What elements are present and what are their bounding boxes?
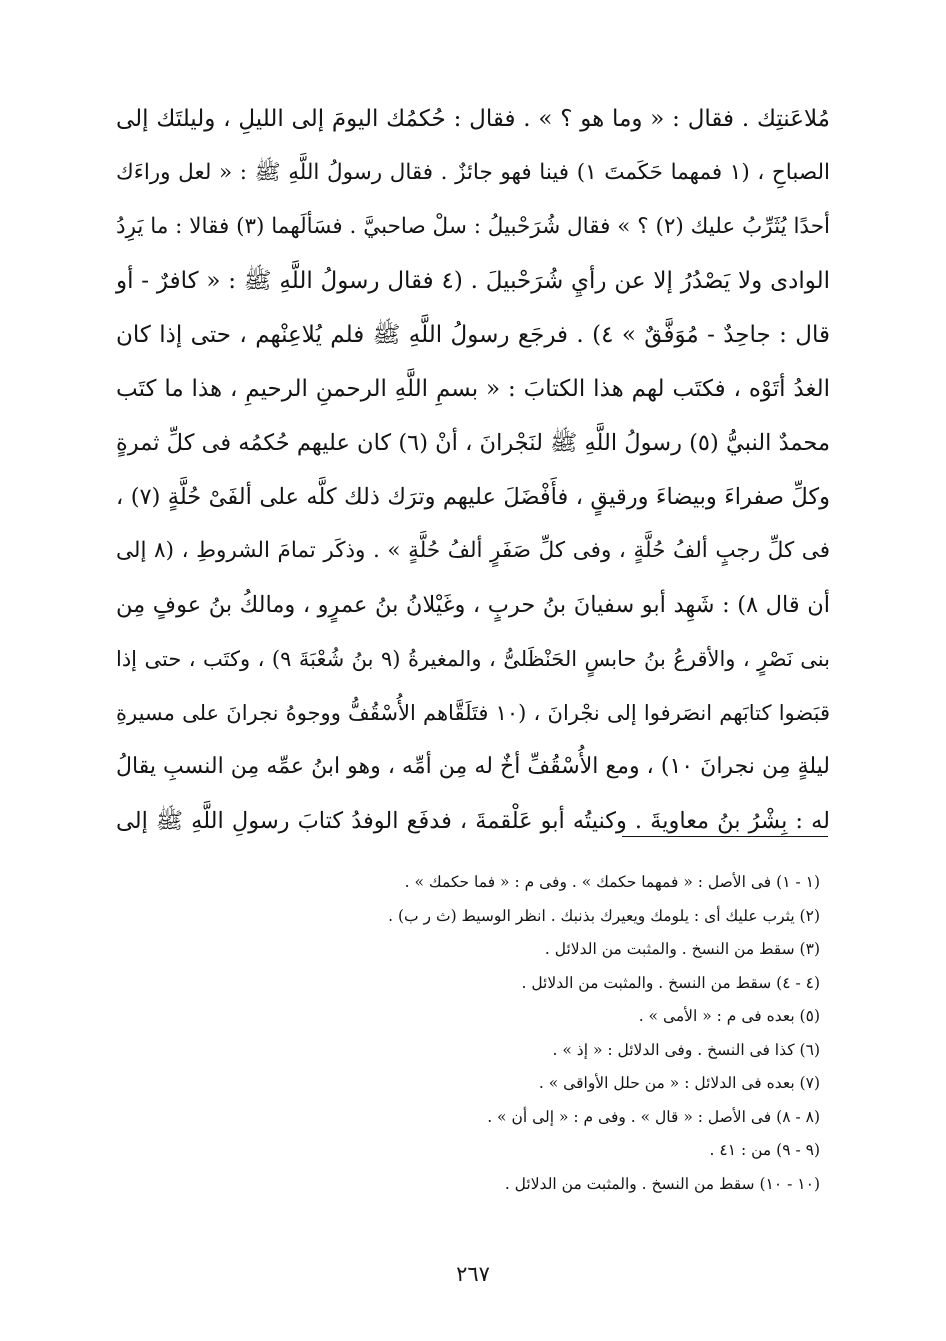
text-line: قال : جاحِدٌ - مُوَفَّقٌ » ٤) . فرجَع رسولُ اللَّهِ ﷺ فلم يُلاعِنْهم ، حتى إذا كان bbox=[116, 322, 830, 348]
page-number: ٢٦٧ bbox=[456, 1262, 490, 1286]
text-line: الغدُ أتَوْه ، فكتَب لهم هذا الكتابَ : « بسمِ اللَّهِ الرحمنِ الرحيمِ ، هذا ما كتَب bbox=[116, 376, 830, 402]
footnotes bbox=[300, 866, 820, 1201]
footnote: (٥) بعده فى م : « الأمى » . bbox=[638, 1007, 820, 1025]
footnote: (١ - ١) فى الأصل : « فمهما حكمك » . وفى م : « فما حكمك » . bbox=[404, 873, 820, 891]
footnote: (٤ - ٤) سقط من النسخ . والمثبت من الدلائل . bbox=[521, 973, 820, 992]
footnote: (٧) بعده فى الدلائل : « من حلل الأواقى » . bbox=[538, 1074, 820, 1092]
footnote: (٦) كذا فى النسخ . وفى الدلائل : « إذ » . bbox=[552, 1040, 820, 1059]
text-line: فى كلِّ رجبٍ ألفُ حُلَّةٍ ، وفى كلِّ صَفَرٍ ألفُ حُلَّةٍ » . وذكَر تمامَ الشروطِ ، (٨ إلى bbox=[116, 538, 830, 563]
text-line: أن قال ٨) : شَهِد أبو سفيانَ بنُ حربٍ ، وغَيْلانُ بنُ عمرٍو ، ومالكُ بنُ عوفٍ مِن bbox=[116, 592, 830, 618]
text-line: محمدٌ النبيُّ (٥) رسولُ اللَّهِ ﷺ لنَجْرانَ ، أنْ (٦) كان عليهم حُكمُه فى كلِّ ثمرةٍ bbox=[116, 430, 830, 456]
text-line: الصباحِ ، (١ فمهما حَكَمتَ ١) فينا فهو جائزٌ . فقال رسولُ اللَّهِ ﷺ : « لعل وراءَك bbox=[116, 160, 830, 185]
footnote: (٨ - ٨) فى الأصل : « قال » . وفى م : « إلى أن » . bbox=[487, 1107, 820, 1126]
text-line: أحدًا يُثَرِّبُ عليك (٢) ؟ » فقال شُرَحْبيلُ : سلْ صاحبيَّ . فسَألَهما (٣) فقالا : ما يَرِدُ bbox=[116, 214, 830, 239]
text-line: مُلاعَنتِك . فقال : « وما هو ؟ » . فقال : حُكمُك اليومَ إلى الليلِ ، وليلتَك إلى bbox=[116, 106, 830, 132]
footnote: (٣) سقط من النسخ . والمثبت من الدلائل . bbox=[544, 940, 820, 958]
text-line: وكلِّ صفراءَ وبيضاءَ ورقيقٍ ، فأَفْضَلَ عليهم وترَك ذلك كلَّه على ألفَىْ حُلَّةٍ (٧) ، bbox=[116, 484, 830, 510]
footnote: (٩ - ٩) من : ٤١ . bbox=[709, 1141, 820, 1159]
main-text bbox=[116, 92, 830, 848]
text-line: بنى نَصْرٍ ، والأقرعُ بنُ حابسٍ الحَنْظَلىُّ ، والمغيرةُ (٩ بنُ شُعْبَةَ ٩) ، وكتَب ، حتى إذا bbox=[116, 647, 830, 671]
footnote: (١٠ - ١٠) سقط من النسخ . والمثبت من الدلائل . bbox=[504, 1174, 820, 1193]
footnote: (٢) يثرب عليك أى : يلومك ويعيرك بذنبك . انظر الوسيط (ث ر ب) . bbox=[388, 906, 820, 925]
footnote-separator bbox=[622, 836, 828, 837]
text-line: له : بِشْرُ بنُ معاويةَ . وكنيتُه أبو عَلْقمةَ ، فدفَع الوفدُ كتابَ رسولِ اللَّهِ ﷺ إلى bbox=[116, 808, 830, 834]
text-line: الوادى ولا يَصْدُرُ إلا عن رأيِ شُرَحْبيلَ . (٤ فقال رسولُ اللَّهِ ﷺ : « كافرٌ - أو bbox=[116, 268, 830, 294]
text-line: قبَضوا كتابَهم انصَرفوا إلى نجْرانَ ، (١٠ فتَلَقَّاهم الأُسْقُفُّ ووجوهُ نجرانَ على مسيرةِ bbox=[116, 701, 830, 725]
text-line: ليلةٍ مِن نجرانَ ١٠) ، ومع الأُسْقُفِّ أخٌ له مِن أمِّه ، وهو ابنُ عمِّه مِن النسبِ يقالُ bbox=[116, 754, 831, 779]
